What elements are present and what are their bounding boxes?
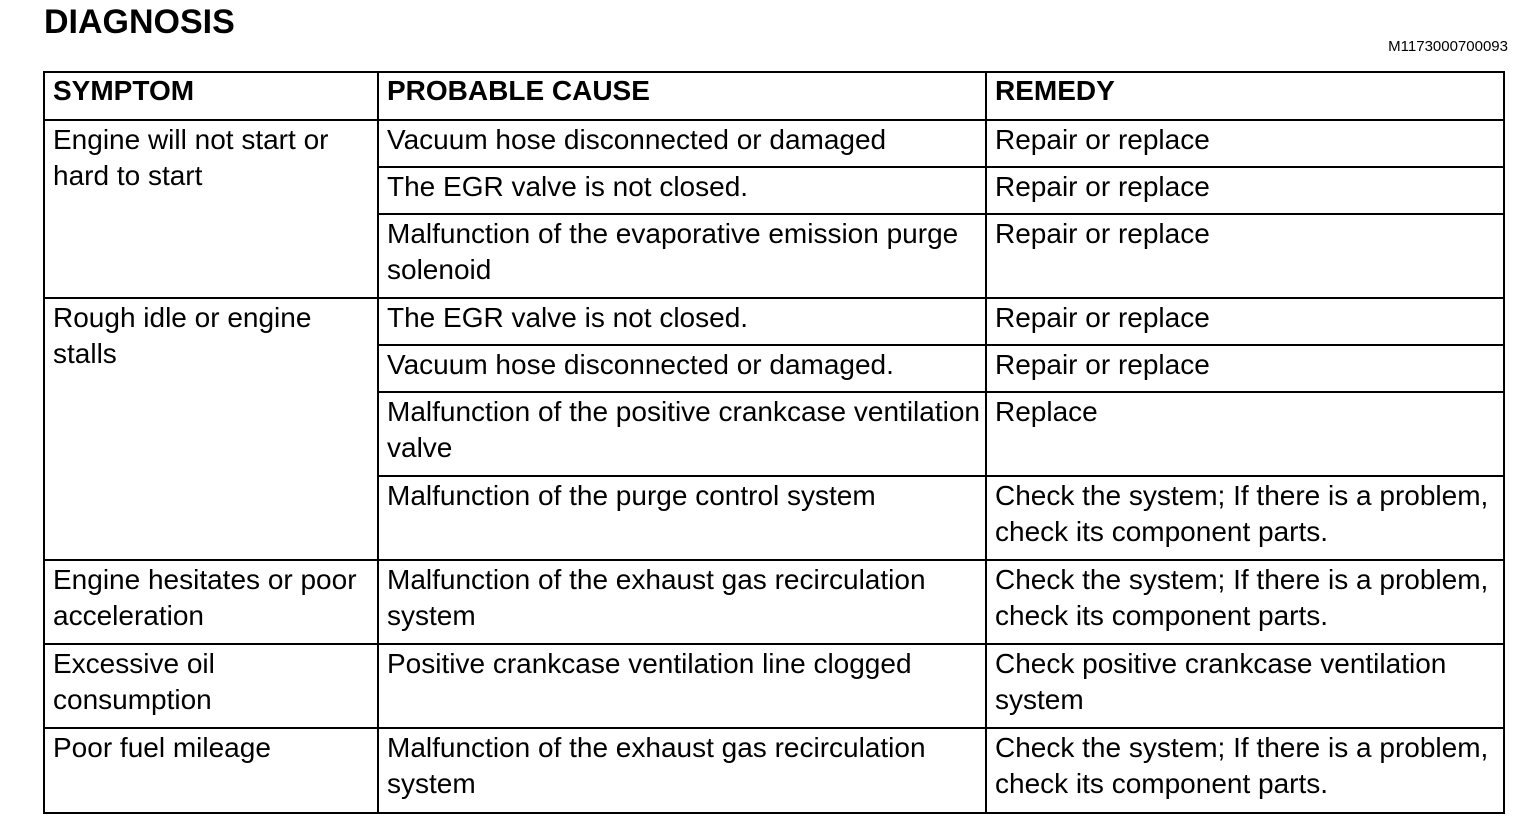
table-body (44, 120, 1504, 813)
header-symptom: SYMPTOM (44, 72, 378, 120)
header-remedy: REMEDY (986, 72, 1504, 120)
table-row (44, 120, 1504, 167)
table-header (44, 72, 1504, 120)
remedy-cell: Check the system; If there is a problem, check its component parts. (986, 560, 1504, 644)
remedy-cell: Repair or replace (986, 298, 1504, 345)
remedy-cell: Repair or replace (986, 167, 1504, 214)
remedy-cell: Check the system; If there is a problem, check its component parts. (986, 728, 1504, 813)
table-row (44, 728, 1504, 813)
cause-cell: Vacuum hose disconnected or damaged (378, 120, 986, 167)
remedy-cell: Repair or replace (986, 345, 1504, 392)
table-row (44, 560, 1504, 644)
header-probable-cause: PROBABLE CAUSE (378, 72, 986, 120)
remedy-cell: Repair or replace (986, 214, 1504, 298)
symptom-cell: Poor fuel mileage (44, 728, 378, 813)
cause-cell: Malfunction of the positive crankcase ventilation valve (378, 392, 986, 476)
document-id: M1173000700093 (1388, 38, 1508, 55)
cause-cell: Malfunction of the exhaust gas recirculation system (378, 560, 986, 644)
remedy-cell: Repair or replace (986, 120, 1504, 167)
symptom-cell: Rough idle or engine stalls (44, 298, 378, 560)
table-row (44, 298, 1504, 345)
remedy-cell: Check the system; If there is a problem, check its component parts. (986, 476, 1504, 560)
remedy-cell: Replace (986, 392, 1504, 476)
page-title: DIAGNOSIS (44, 3, 235, 41)
cause-cell: Malfunction of the evaporative emission purge solenoid (378, 214, 986, 298)
cause-cell: Vacuum hose disconnected or damaged. (378, 345, 986, 392)
table-row (44, 644, 1504, 728)
symptom-cell: Engine will not start or hard to start (44, 120, 378, 298)
cause-cell: The EGR valve is not closed. (378, 298, 986, 345)
remedy-cell: Check positive crankcase ventilation system (986, 644, 1504, 728)
symptom-cell: Engine hesitates or poor acceleration (44, 560, 378, 644)
diagnosis-table (43, 71, 1505, 814)
symptom-cell: Excessive oil consumption (44, 644, 378, 728)
cause-cell: Positive crankcase ventilation line clogged (378, 644, 986, 728)
cause-cell: Malfunction of the purge control system (378, 476, 986, 560)
cause-cell: The EGR valve is not closed. (378, 167, 986, 214)
cause-cell: Malfunction of the exhaust gas recirculation system (378, 728, 986, 813)
header-row (44, 72, 1504, 120)
